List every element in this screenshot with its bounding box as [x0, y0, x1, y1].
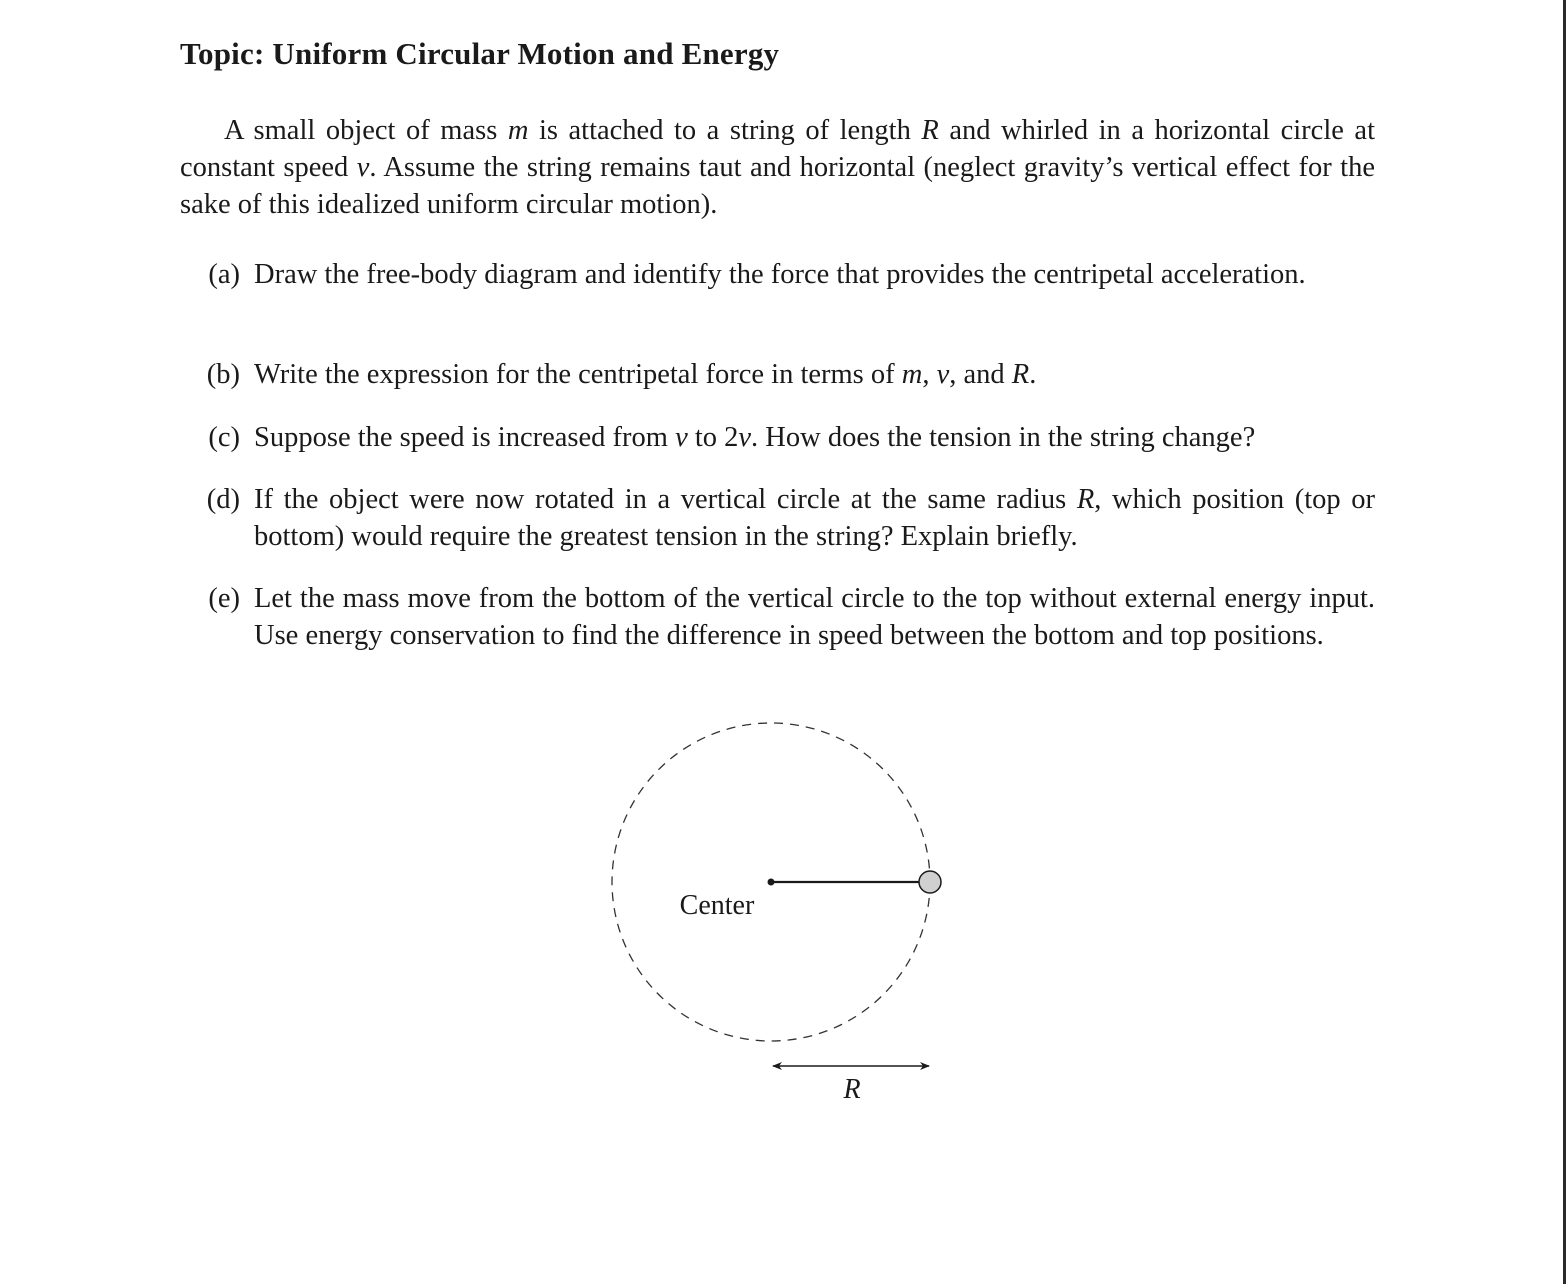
question-label: (d): [206, 484, 240, 515]
radius-label: R: [843, 1074, 861, 1105]
page-title: Topic: Uniform Circular Motion and Energy: [180, 36, 780, 71]
question-text: Suppose the speed is increased from v to 2v. How does the tension in the string change?: [254, 422, 1256, 453]
question-label: (a): [208, 259, 240, 290]
question-label: (b): [206, 359, 240, 390]
question-text: Draw the free-body diagram and identify the force that provides the centripetal acceleration.: [254, 259, 1306, 290]
question-label: (c): [208, 422, 240, 453]
question-text: Write the expression for the centripetal force in terms of m, v, and R.: [254, 359, 1037, 390]
mass-object: [919, 871, 941, 893]
question-text: Let the mass move from the bottom of the vertical circle to the top without external energy input. Use energy conservation to find the difference in speed between the bottom and top positions.: [254, 583, 1375, 651]
problem-intro: A small object of mass m is attached to a string of length R and whirled in a horizontal circle at constant speed v. Assume the string remains taut and horizontal (neglect gravity’s vertical effect for the sake of this idealized uniform circular motion).: [180, 115, 1375, 220]
center-label: Center: [679, 890, 755, 921]
question-label: (e): [208, 583, 240, 614]
question-text: If the object were now rotated in a vertical circle at the same radius R, which position (top or bottom) would require the greatest tension in the string? Explain briefly.: [254, 484, 1375, 552]
center-point: [768, 879, 775, 886]
